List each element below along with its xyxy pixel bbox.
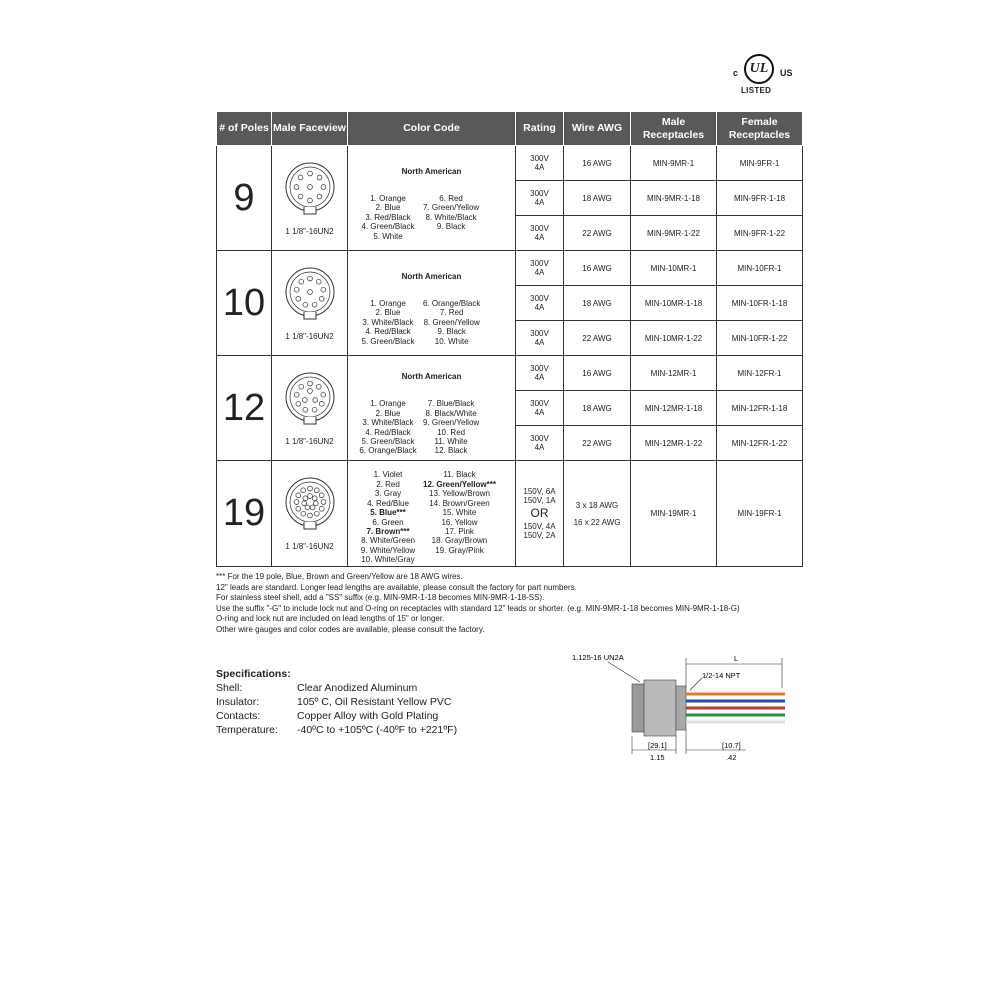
contact-pin bbox=[317, 194, 322, 199]
contact-pin bbox=[298, 279, 303, 284]
thread-leader bbox=[608, 662, 640, 682]
female-part-number: MIN-12FR-1-22 bbox=[717, 426, 803, 461]
contact-pin bbox=[314, 488, 319, 493]
color-entry: 1. Orange bbox=[370, 298, 406, 308]
male-part-number: MIN-10MR-1-22 bbox=[631, 321, 717, 356]
contact-pin bbox=[317, 175, 322, 180]
color-entry: 3. Red/Black bbox=[365, 212, 411, 222]
region-label: North American bbox=[401, 372, 462, 382]
dim2-mm: [10.7] bbox=[722, 741, 741, 750]
male-part-number: MIN-9MR-1 bbox=[631, 146, 717, 181]
region-label: North American bbox=[401, 166, 462, 176]
color-entry: 10. Red bbox=[437, 427, 466, 437]
table-row bbox=[217, 146, 803, 181]
color-entry: 7. Blue/Black bbox=[427, 399, 475, 409]
dim1-mm: [29.1] bbox=[648, 741, 667, 750]
rating-value: 150V, 1A bbox=[523, 496, 556, 505]
color-column bbox=[423, 470, 496, 564]
wire-awg-cell: 18 AWG bbox=[564, 286, 631, 321]
contact-pin bbox=[307, 289, 312, 294]
thread-size: 1 1/8"-16UN2 bbox=[285, 542, 334, 551]
color-entry: 2. Blue bbox=[375, 203, 401, 213]
wire-leads bbox=[686, 694, 785, 722]
table-header-row bbox=[217, 112, 803, 146]
color-list bbox=[348, 399, 515, 455]
color-entry: 5. Green/Black bbox=[361, 336, 415, 346]
rating-cell bbox=[516, 146, 564, 181]
contact-pin bbox=[319, 401, 324, 406]
contact-pin bbox=[298, 175, 303, 180]
male-part-number: MIN-10MR-1-18 bbox=[631, 286, 717, 321]
contact-pin bbox=[321, 184, 326, 189]
footnote-line: *** For the 19 pole, Blue, Brown and Green/Yellow are 18 AWG wires. bbox=[216, 572, 463, 581]
receptacle-table bbox=[216, 111, 803, 567]
color-column bbox=[423, 194, 479, 241]
contact-pin bbox=[319, 493, 324, 498]
male-part-number: MIN-12MR-1-22 bbox=[631, 426, 717, 461]
rating-value: 4A bbox=[534, 373, 545, 382]
female-part-number: MIN-19FR-1 bbox=[717, 461, 803, 567]
rating-value: 4A bbox=[534, 303, 545, 312]
color-entry: 8. Green/Yellow bbox=[423, 317, 480, 327]
contact-pin bbox=[312, 496, 317, 501]
thread-section bbox=[632, 684, 644, 732]
rating-value: 4A bbox=[534, 233, 545, 242]
female-part-number: MIN-9FR-1 bbox=[717, 146, 803, 181]
female-part-number: MIN-10FR-1-18 bbox=[717, 286, 803, 321]
dim1-in: 1.15 bbox=[650, 753, 665, 762]
contact-pin bbox=[295, 506, 300, 511]
table-row bbox=[217, 356, 803, 391]
color-column bbox=[423, 299, 480, 346]
faceview-cell bbox=[272, 251, 348, 356]
contact-pin bbox=[300, 488, 305, 493]
spec-row bbox=[216, 723, 457, 737]
thread-size: 1 1/8"-16UN2 bbox=[285, 436, 334, 446]
contact-pin bbox=[320, 392, 325, 397]
rating-value: 4A bbox=[534, 198, 545, 207]
contact-pin bbox=[307, 171, 312, 176]
footnote-line: Other wire gauges and color codes are available, please consult the factory. bbox=[216, 624, 485, 634]
spec-row bbox=[216, 695, 457, 709]
color-entry: 17. Pink bbox=[445, 526, 474, 536]
male-faceview-icon bbox=[284, 476, 336, 534]
wire-awg-cell: 18 AWG bbox=[564, 391, 631, 426]
pole-count: 10 bbox=[217, 251, 272, 356]
color-entry: 3. White/Black bbox=[362, 317, 414, 327]
wire-awg-cell: 22 AWG bbox=[564, 426, 631, 461]
color-entry: 4. Red/Black bbox=[365, 327, 411, 337]
color-list bbox=[348, 470, 515, 564]
color-entry: 8. White/Green bbox=[361, 536, 415, 546]
contact-pin bbox=[314, 511, 319, 516]
color-entry: 4. Red/Black bbox=[365, 427, 411, 437]
color-column bbox=[353, 470, 423, 564]
rating-value: 300V bbox=[530, 399, 549, 408]
contact-pin bbox=[312, 302, 317, 307]
rating-value: 300V bbox=[530, 329, 549, 338]
color-entry: 7. Red bbox=[439, 308, 464, 318]
color-list bbox=[348, 194, 515, 241]
rating-value: 4A bbox=[534, 163, 545, 172]
footnotes bbox=[216, 572, 740, 636]
contact-pin bbox=[307, 486, 312, 491]
color-entry: 3. Gray bbox=[374, 489, 402, 499]
contact-pin bbox=[298, 384, 303, 389]
rating-value: 300V bbox=[530, 259, 549, 268]
thread-label: 1.125-16 UN2A bbox=[572, 653, 624, 662]
contact-pin bbox=[307, 494, 312, 499]
rating-value: 150V, 6A bbox=[523, 487, 556, 496]
color-entry: 10. White/Gray bbox=[361, 555, 415, 565]
spec-key: Shell: bbox=[216, 682, 243, 694]
rating-value: 4A bbox=[534, 408, 545, 417]
wire-awg-cell: 18 AWG bbox=[564, 181, 631, 216]
contact-pin bbox=[316, 279, 321, 284]
contact-pin bbox=[294, 392, 299, 397]
rating-cell bbox=[516, 391, 564, 426]
contact-pin bbox=[294, 287, 299, 292]
color-entry: 7. Brown*** bbox=[366, 526, 410, 536]
male-part-number: MIN-12MR-1 bbox=[631, 356, 717, 391]
color-entry: 2. Blue bbox=[375, 308, 401, 318]
footnote-line: 12" leads are standard. Longer lead lengths are available, please consult the factory for part numbers. bbox=[216, 582, 577, 592]
color-list bbox=[348, 299, 515, 346]
color-column bbox=[353, 399, 423, 455]
ul-listed-logo bbox=[733, 50, 795, 100]
rating-cell bbox=[516, 216, 564, 251]
color-entry: 1. Orange bbox=[370, 399, 406, 409]
rating-cell bbox=[516, 426, 564, 461]
male-part-number: MIN-19MR-1 bbox=[631, 461, 717, 567]
rating-cell bbox=[516, 356, 564, 391]
rating-value: OR bbox=[530, 506, 549, 520]
wire-awg-cell bbox=[564, 461, 631, 567]
wire-awg-cell: 16 AWG bbox=[564, 251, 631, 286]
spec-row bbox=[216, 709, 457, 723]
color-entry: 12. Black bbox=[434, 446, 468, 456]
color-entry: 5. Blue*** bbox=[370, 508, 406, 518]
thread-size: 1 1/8"-16UN2 bbox=[285, 226, 334, 236]
rating-value: 300V bbox=[530, 154, 549, 163]
color-entry: 18. Gray/Brown bbox=[431, 536, 488, 546]
dim2-in: .42 bbox=[726, 753, 737, 762]
contact-pin bbox=[321, 500, 326, 505]
wire-awg-cell: 16 AWG bbox=[564, 146, 631, 181]
contact-pin bbox=[307, 513, 312, 518]
header-color-code: Color Code bbox=[348, 112, 516, 146]
faceview-cell bbox=[272, 356, 348, 461]
shell-body bbox=[644, 680, 676, 736]
contact-pin bbox=[302, 397, 307, 402]
contact-pin bbox=[319, 296, 324, 301]
color-entry: 9. Black bbox=[436, 222, 466, 232]
rating-cell bbox=[516, 461, 564, 567]
faceview-cell bbox=[272, 461, 348, 567]
contact-pin bbox=[303, 302, 308, 307]
color-code-cell bbox=[348, 251, 516, 356]
wire-awg-cell: 22 AWG bbox=[564, 216, 631, 251]
wire-awg-value: 16 x 22 AWG bbox=[573, 517, 621, 527]
contact-pin bbox=[312, 407, 317, 412]
rating-value: 150V, 2A bbox=[523, 531, 556, 540]
contact-pin bbox=[320, 287, 325, 292]
header-faceview: Male Faceview bbox=[272, 112, 348, 146]
color-entry: 1. Orange bbox=[370, 193, 406, 203]
header-male: Male Receptacles bbox=[631, 112, 717, 146]
rating-value: 4A bbox=[534, 268, 545, 277]
region-label: North American bbox=[401, 271, 462, 281]
table-row bbox=[217, 251, 803, 286]
color-entry: 5. Green/Black bbox=[361, 436, 415, 446]
male-faceview-icon bbox=[284, 371, 336, 429]
ul-us-text: US bbox=[780, 68, 793, 78]
footnote-line: Use the suffix "-G" to include lock nut and O-ring on receptacles with standard 12" leads or shorter. (e.g. MIN-9MR-1-18 becomes MIN-9MR-1-18-G) bbox=[216, 603, 740, 613]
female-part-number: MIN-12FR-1-18 bbox=[717, 391, 803, 426]
color-code-cell bbox=[348, 146, 516, 251]
contact-pin bbox=[300, 511, 305, 516]
npt-leader bbox=[690, 678, 702, 690]
contact-pin bbox=[305, 505, 310, 510]
wire-awg-cell: 16 AWG bbox=[564, 356, 631, 391]
color-entry: 14. Brown/Green bbox=[429, 498, 490, 508]
color-entry: 11. Black bbox=[443, 470, 476, 480]
contact-pin bbox=[294, 500, 299, 505]
contact-pin bbox=[319, 506, 324, 511]
female-part-number: MIN-10FR-1 bbox=[717, 251, 803, 286]
thread-size: 1 1/8"-16UN2 bbox=[285, 331, 334, 341]
color-entry: 12. Green/Yellow*** bbox=[423, 479, 496, 489]
color-entry: 9. Black bbox=[437, 327, 466, 337]
npt-section bbox=[676, 686, 686, 730]
color-entry: 9. Green/Yellow bbox=[423, 418, 480, 428]
faceview-cell bbox=[272, 146, 348, 251]
pole-count: 19 bbox=[217, 461, 272, 567]
color-column bbox=[353, 194, 423, 241]
footnote-line: For stainless steel shell, add a "SS" suffix (e.g. MIN-9MR-1-18 becomes MIN-9MR-1-18-SS). bbox=[216, 593, 545, 603]
specifications-title: Specifications: bbox=[216, 668, 291, 680]
color-entry: 10. White bbox=[434, 336, 469, 346]
spec-key: Contacts: bbox=[216, 710, 261, 722]
color-entry: 11. White bbox=[434, 436, 468, 446]
spec-value: Copper Alloy with Gold Plating bbox=[297, 710, 439, 722]
color-entry: 4. Green/Black bbox=[361, 222, 415, 232]
color-column bbox=[423, 399, 479, 455]
pole-count: 12 bbox=[217, 356, 272, 461]
color-entry: 1. Violet bbox=[373, 470, 403, 480]
color-code-cell bbox=[348, 356, 516, 461]
color-entry: 13. Yellow/Brown bbox=[429, 489, 490, 499]
spec-value: -40ºC to +105ºC (-40ºF to +221ºF) bbox=[297, 724, 458, 736]
color-entry: 4. Red/Blue bbox=[367, 498, 409, 508]
wire-awg-value: 3 x 18 AWG bbox=[575, 500, 619, 510]
color-entry: 19. Gray/Pink bbox=[435, 545, 484, 555]
ul-circle: UL bbox=[744, 54, 774, 84]
male-part-number: MIN-9MR-1-18 bbox=[631, 181, 717, 216]
header-wire-awg: Wire AWG bbox=[564, 112, 631, 146]
rating-cell bbox=[516, 286, 564, 321]
rating-value: 150V, 4A bbox=[523, 522, 556, 531]
color-entry: 6. Red bbox=[439, 193, 463, 203]
rating-cell bbox=[516, 181, 564, 216]
female-part-number: MIN-9FR-1-22 bbox=[717, 216, 803, 251]
color-entry: 2. Blue bbox=[375, 408, 401, 418]
contact-pin bbox=[303, 407, 308, 412]
female-part-number: MIN-9FR-1-18 bbox=[717, 181, 803, 216]
footnote-line: O-ring and lock nut are included on lead lengths of 15" or longer. bbox=[216, 614, 445, 624]
color-entry: 6. Green bbox=[372, 517, 404, 527]
contact-pin bbox=[294, 184, 299, 189]
rating-value: 4A bbox=[534, 338, 545, 347]
color-entry: 2. Red bbox=[376, 479, 400, 489]
contact-pin bbox=[295, 296, 300, 301]
header-rating: Rating bbox=[516, 112, 564, 146]
wire-awg-cell: 22 AWG bbox=[564, 321, 631, 356]
spec-value: 105º C, Oil Resistant Yellow PVC bbox=[297, 696, 452, 708]
female-part-number: MIN-12FR-1 bbox=[717, 356, 803, 391]
contact-pin bbox=[307, 198, 312, 203]
rating-value: 4A bbox=[534, 443, 545, 452]
header-poles: # of Poles bbox=[217, 112, 272, 146]
color-entry: 9. White/Yellow bbox=[360, 545, 416, 555]
contact-pin bbox=[307, 388, 312, 393]
contact-pin bbox=[295, 401, 300, 406]
rating-value: 300V bbox=[530, 224, 549, 233]
contact-pin bbox=[307, 381, 312, 386]
color-entry: 15. White bbox=[442, 508, 477, 518]
length-label: L bbox=[734, 654, 739, 663]
male-part-number: MIN-12MR-1-18 bbox=[631, 391, 717, 426]
contact-pin bbox=[302, 496, 307, 501]
contact-pin bbox=[307, 276, 312, 281]
contact-pin bbox=[313, 501, 318, 506]
contact-pin bbox=[312, 397, 317, 402]
color-entry: 6. Orange/Black bbox=[359, 446, 417, 456]
specifications bbox=[216, 667, 457, 737]
color-entry: 8. White/Black bbox=[425, 212, 477, 222]
contact-pin bbox=[316, 384, 321, 389]
npt-label: 1/2-14 NPT bbox=[702, 671, 741, 680]
contact-pin bbox=[307, 184, 312, 189]
color-entry: 5. White bbox=[373, 231, 403, 241]
spec-key: Insulator: bbox=[216, 696, 260, 708]
contact-pin bbox=[301, 501, 306, 506]
rating-cell bbox=[516, 251, 564, 286]
color-column bbox=[353, 299, 423, 346]
table-row bbox=[217, 461, 803, 567]
male-part-number: MIN-10MR-1 bbox=[631, 251, 717, 286]
color-entry: 6. Orange/Black bbox=[423, 298, 481, 308]
rating-cell bbox=[516, 321, 564, 356]
rating-value: 300V bbox=[530, 294, 549, 303]
color-code-cell bbox=[348, 461, 516, 567]
rating-value: 300V bbox=[530, 364, 549, 373]
header-female: Female Receptacles bbox=[717, 112, 803, 146]
contact-pin bbox=[310, 505, 315, 510]
color-entry: 7. Green/Yellow bbox=[423, 203, 480, 213]
color-entry: 3. White/Black bbox=[362, 418, 414, 428]
spec-key: Temperature: bbox=[216, 724, 278, 736]
rating-value: 300V bbox=[530, 189, 549, 198]
color-entry: 8. Black/White bbox=[425, 408, 477, 418]
spec-row bbox=[216, 681, 457, 695]
contact-pin bbox=[295, 493, 300, 498]
male-faceview-icon bbox=[284, 161, 336, 219]
female-part-number: MIN-10FR-1-22 bbox=[717, 321, 803, 356]
color-entry: 16. Yellow bbox=[441, 517, 478, 527]
male-part-number: MIN-9MR-1-22 bbox=[631, 216, 717, 251]
ul-listed-text: LISTED bbox=[741, 86, 772, 95]
connector-drawing bbox=[560, 648, 810, 768]
male-faceview-icon bbox=[284, 266, 336, 324]
ul-c-text: c bbox=[733, 68, 739, 78]
spec-value: Clear Anodized Aluminum bbox=[297, 682, 418, 694]
pole-count: 9 bbox=[217, 146, 272, 251]
rating-value: 300V bbox=[530, 434, 549, 443]
contact-pin bbox=[298, 194, 303, 199]
